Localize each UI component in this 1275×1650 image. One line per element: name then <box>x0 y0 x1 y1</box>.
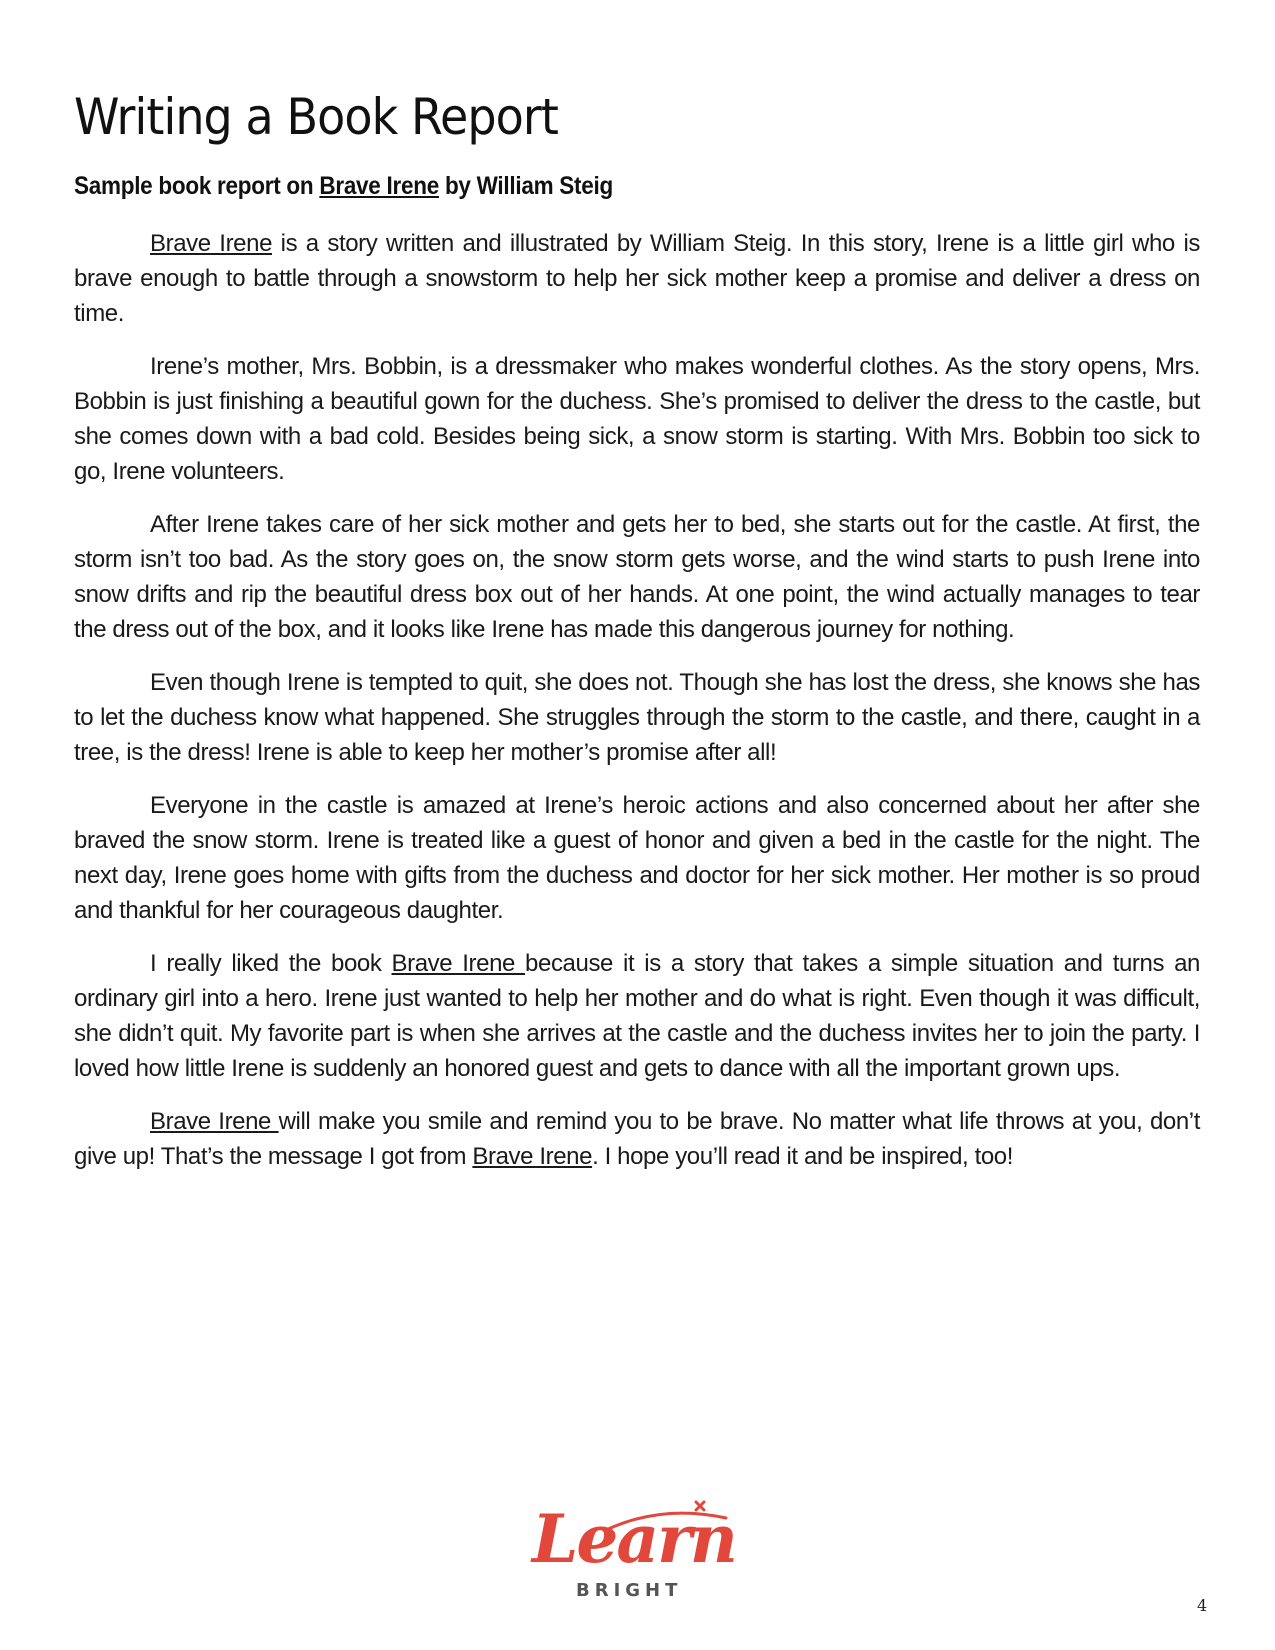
paragraph-text: . I hope you’ll read it and be inspired, too! <box>592 1143 1014 1170</box>
subtitle-book-title: Brave Irene <box>319 172 439 200</box>
paragraph-2: Irene’s mother, Mrs. Bobbin, is a dressmaker who makes wonderful clothes. As the story opens, Mrs. Bobbin is just finishing a beautiful gown for the duchess. She’s promised to deliver the dress to the castle, but she comes down with a bad cold. Besides being sick, a snow storm is starting. With Mrs. Bobbin too sick to go, Irene volunteers. <box>74 353 1200 485</box>
paragraph-3: After Irene takes care of her sick mother and gets her to bed, she starts out for the castle. At first, the storm isn’t too bad. As the story goes on, the snow storm gets worse, and the wind starts to push Irene into snow drifts and rip the beautiful dress box out of her hands. At one point, the wind actually manages to tear the dress out of the box, and it looks like Irene has made this dangerous journey for nothing. <box>74 511 1200 643</box>
learn-bright-logo <box>532 1500 736 1615</box>
paragraph-7 <box>74 1104 1200 1174</box>
page-title: Writing a Book Report <box>74 88 558 146</box>
book-title-reference: Brave Irene <box>150 1108 279 1135</box>
report-subtitle <box>74 172 613 201</box>
logo-subtext: BRIGHT <box>576 1580 683 1601</box>
paragraph-4: Even though Irene is tempted to quit, she does not. Though she has lost the dress, she knows she has to let the duchess know what happened. She struggles through the storm to the castle, and there, caught in a tree, is the dress! Irene is able to keep her mother’s promise after all! <box>74 669 1200 766</box>
paragraph-text: will make you smile and remind you to be brave. No matter what life throws at you, don’t give up! That’s the message I got from <box>74 1108 1201 1170</box>
page-number: 4 <box>1197 1596 1208 1615</box>
report-body <box>74 226 1200 1192</box>
subtitle-suffix: by William Steig <box>438 172 613 200</box>
paragraph-text: I really liked the book <box>150 950 392 977</box>
book-title-reference: Brave Irene <box>150 230 273 257</box>
subtitle-prefix: Sample book report on <box>74 172 320 200</box>
paragraph-text: because it is a story that takes a simple situation and turns an ordinary girl into a hero. Irene just wanted to help her mother and do what is right. Even though it was difficult, she didn’t quit. My favorite part is when she arrives at the castle and the duchess invites her to join the party. I loved how little Irene is suddenly an honored guest and gets to dance with all the important grown ups. <box>74 950 1201 1082</box>
book-title-reference: Brave Irene <box>472 1143 593 1170</box>
book-title-reference: Brave Irene <box>391 950 526 977</box>
paragraph-5: Everyone in the castle is amazed at Irene’s heroic actions and also concerned about her after she braved the snow storm. Irene is treated like a guest of honor and given a bed in the castle for the night. The next day, Irene goes home with gifts from the duchess and doctor for her sick mother. Her mother is so proud and thankful for her courageous daughter. <box>74 792 1200 924</box>
paragraph-text: is a story written and illustrated by William Steig. In this story, Irene is a little girl who is brave enough to battle through a snowstorm to help her sick mother keep a promise and deliver a dress on time. <box>74 230 1200 327</box>
paragraph-1 <box>74 226 1200 331</box>
logo-word: Learn <box>532 1500 736 1578</box>
paragraph-6 <box>74 946 1200 1086</box>
